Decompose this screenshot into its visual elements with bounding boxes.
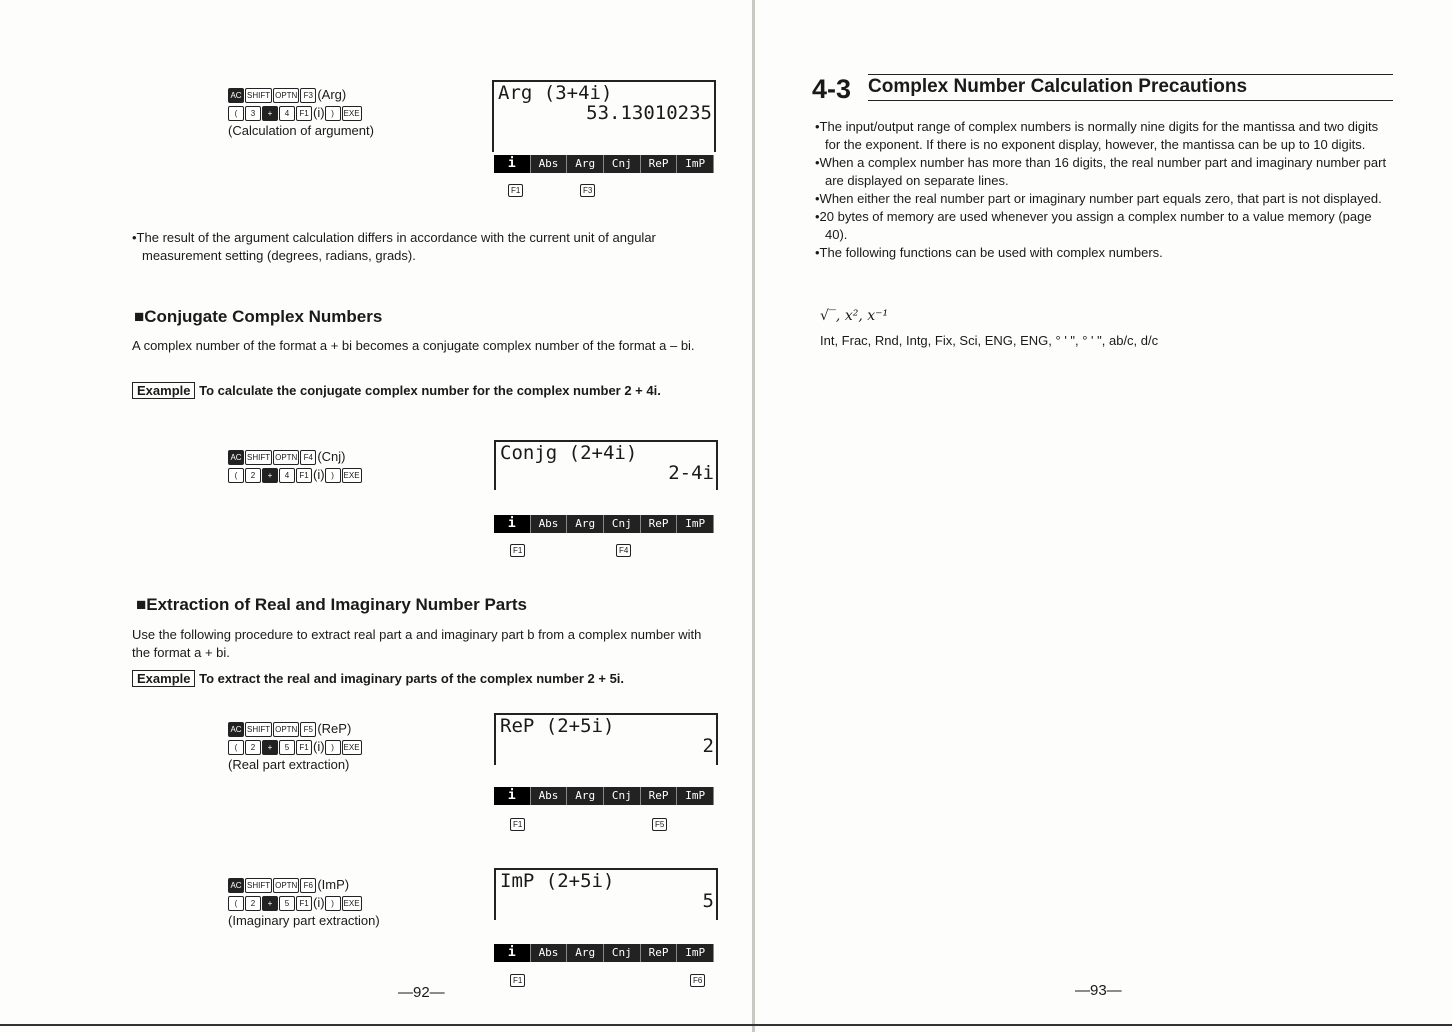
shift-key: SHIFT: [245, 878, 272, 893]
menu-cnj: Cnj: [604, 515, 641, 533]
example-label: Example: [132, 382, 195, 399]
ac-key: AC: [228, 450, 244, 465]
optn-key: OPTN: [273, 450, 299, 465]
fn-label: (ImP): [317, 877, 350, 892]
left-page-number: —92—: [398, 984, 445, 1001]
menu-rep: ReP: [641, 515, 678, 533]
conj-example: [132, 382, 717, 400]
optn-key: OPTN: [273, 878, 299, 893]
functions-line1: √‾, x², x⁻¹: [820, 308, 889, 324]
digit-key: 3: [245, 106, 261, 121]
conj-example-text: To calculate the conjugate complex number for the complex number 2 + 4i.: [199, 383, 661, 398]
imp-caption: (Imaginary part extraction): [228, 913, 380, 928]
menu-arg: Arg: [567, 155, 604, 173]
function-menu: [494, 944, 714, 962]
section-number: 4-3: [812, 74, 852, 104]
digit-key: 4: [279, 468, 295, 483]
optn-key: OPTN: [273, 88, 299, 103]
f6-key-label: F6: [690, 974, 705, 987]
f1-key: F1: [296, 468, 312, 483]
conj-heading: ■Conjugate Complex Numbers: [134, 307, 383, 326]
f1-key-label: F1: [508, 184, 523, 197]
open-paren-key: (: [228, 106, 244, 121]
list-item: •20 bytes of memory are used whenever you assign a complex number to a value memory (page 40).: [815, 209, 1372, 242]
f1-key: F1: [296, 896, 312, 911]
function-menu: [494, 787, 714, 805]
screen-line1: Conjg (2+4i): [500, 442, 638, 464]
menu-abs: Abs: [531, 155, 568, 173]
close-paren-key: ): [325, 106, 341, 121]
functions-line2: Int, Frac, Rnd, Intg, Fix, Sci, ENG, ENG, ° ' ", ° ' ", ab/c, d/c: [820, 333, 1159, 348]
f-key: F5: [300, 722, 316, 737]
menu-cnj: Cnj: [604, 944, 641, 962]
f1-key: F1: [296, 740, 312, 755]
f1-key: F1: [296, 106, 312, 121]
menu-i: i: [494, 155, 531, 173]
arg-note: •The result of the argument calculation differs in accordance with the current unit of angular measurement setting (degrees, radians, grads).: [132, 230, 656, 263]
title-bottom-rule: [868, 100, 1393, 101]
arg-key-sequence: [228, 86, 374, 140]
close-paren-key: ): [325, 468, 341, 483]
menu-rep: ReP: [641, 944, 678, 962]
ac-key: AC: [228, 722, 244, 737]
arg-caption: (Calculation of argument): [228, 123, 374, 138]
menu-imp: ImP: [677, 787, 714, 805]
digit-key: 2: [245, 896, 261, 911]
f5-key-label: F5: [652, 818, 667, 831]
digit-key: 2: [245, 468, 261, 483]
digit-key: 5: [279, 740, 295, 755]
f1-key-label: F1: [510, 544, 525, 557]
menu-cnj: Cnj: [604, 787, 641, 805]
list-item: •When a complex number has more than 16 digits, the real number part and imaginary number part are displayed on separate lines.: [815, 155, 1387, 188]
ac-key: AC: [228, 88, 244, 103]
digit-key: 2: [245, 740, 261, 755]
i-label: (i): [313, 467, 325, 482]
f3-key-label: F3: [580, 184, 595, 197]
menu-i: i: [494, 944, 531, 962]
menu-arg: Arg: [567, 787, 604, 805]
list-item: •When either the real number part or imaginary number part equals zero, that part is not displayed.: [815, 191, 1382, 206]
open-paren-key: (: [228, 468, 244, 483]
screen-line2: 2: [702, 735, 714, 757]
screen-line1: ImP (2+5i): [500, 870, 615, 892]
screen-line2: 53.13010235: [586, 102, 712, 124]
imp-key-sequence: [228, 876, 380, 930]
exe-key: EXE: [342, 896, 362, 911]
extract-example-text: To extract the real and imaginary parts of the complex number 2 + 5i.: [199, 671, 625, 686]
exe-key: EXE: [342, 106, 362, 121]
i-label: (i): [313, 105, 325, 120]
plus-key: +: [262, 468, 278, 483]
example-label: Example: [132, 670, 195, 687]
bottom-edge-line: [0, 1024, 1452, 1026]
exe-key: EXE: [342, 740, 362, 755]
menu-i: i: [494, 787, 531, 805]
screen-line2: 5: [702, 890, 714, 912]
fn-label: (Cnj): [317, 449, 346, 464]
shift-key: SHIFT: [245, 88, 272, 103]
exe-key: EXE: [342, 468, 362, 483]
arg-calculator-screen: [492, 80, 716, 152]
extract-text: Use the following procedure to extract real part a and imaginary part b from a complex number with the format a + bi.: [132, 627, 702, 660]
screen-line2: 2-4i: [668, 462, 714, 484]
imp-calculator-screen: [494, 868, 718, 920]
fn-label: (Arg): [317, 87, 347, 102]
rep-caption: (Real part extraction): [228, 757, 350, 772]
ac-key: AC: [228, 878, 244, 893]
f-key: F4: [300, 450, 316, 465]
section-title: Complex Number Calculation Precautions: [868, 76, 1248, 97]
digit-key: 4: [279, 106, 295, 121]
open-paren-key: (: [228, 740, 244, 755]
f4-key-label: F4: [616, 544, 631, 557]
menu-arg: Arg: [567, 515, 604, 533]
f1-key-label: F1: [510, 818, 525, 831]
menu-cnj: Cnj: [604, 155, 641, 173]
i-label: (i): [313, 739, 325, 754]
menu-imp: ImP: [677, 155, 714, 173]
conj-key-sequence: [228, 448, 363, 484]
title-top-rule: [868, 74, 1393, 75]
menu-abs: Abs: [531, 787, 568, 805]
menu-abs: Abs: [531, 515, 568, 533]
rep-calculator-screen: [494, 713, 718, 765]
fn-label: (ReP): [317, 721, 352, 736]
close-paren-key: ): [325, 896, 341, 911]
menu-imp: ImP: [677, 944, 714, 962]
open-paren-key: (: [228, 896, 244, 911]
menu-rep: ReP: [641, 155, 678, 173]
f1-key-label: F1: [510, 974, 525, 987]
f-key: F3: [300, 88, 316, 103]
menu-rep: ReP: [641, 787, 678, 805]
shift-key: SHIFT: [245, 450, 272, 465]
right-page-number: —93—: [1075, 982, 1122, 999]
precautions-list: [815, 118, 1395, 262]
function-menu: [494, 155, 714, 173]
plus-key: +: [262, 896, 278, 911]
conj-text: A complex number of the format a + bi becomes a conjugate complex number of the format a – bi.: [132, 338, 695, 353]
menu-imp: ImP: [677, 515, 714, 533]
function-menu: [494, 515, 714, 533]
f-key: F6: [300, 878, 316, 893]
screen-line1: Arg (3+4i): [498, 82, 613, 104]
screen-line1: ReP (2+5i): [500, 715, 615, 737]
list-item: •The input/output range of complex numbers is normally nine digits for the mantissa and two digits for the exponent. If there is no exponent display, however, the mantissa can be up to 10 digits.: [815, 119, 1379, 152]
menu-abs: Abs: [531, 944, 568, 962]
extract-heading: ■Extraction of Real and Imaginary Number Parts: [136, 595, 527, 614]
list-item: •The following functions can be used with complex numbers.: [815, 245, 1163, 260]
close-paren-key: ): [325, 740, 341, 755]
shift-key: SHIFT: [245, 722, 272, 737]
plus-key: +: [262, 740, 278, 755]
plus-key: +: [262, 106, 278, 121]
optn-key: OPTN: [273, 722, 299, 737]
i-label: (i): [313, 895, 325, 910]
menu-arg: Arg: [567, 944, 604, 962]
menu-i: i: [494, 515, 531, 533]
page-gutter: [752, 0, 755, 1032]
conj-calculator-screen: [494, 440, 718, 490]
digit-key: 5: [279, 896, 295, 911]
extract-example: [132, 670, 717, 688]
rep-key-sequence: [228, 720, 363, 774]
